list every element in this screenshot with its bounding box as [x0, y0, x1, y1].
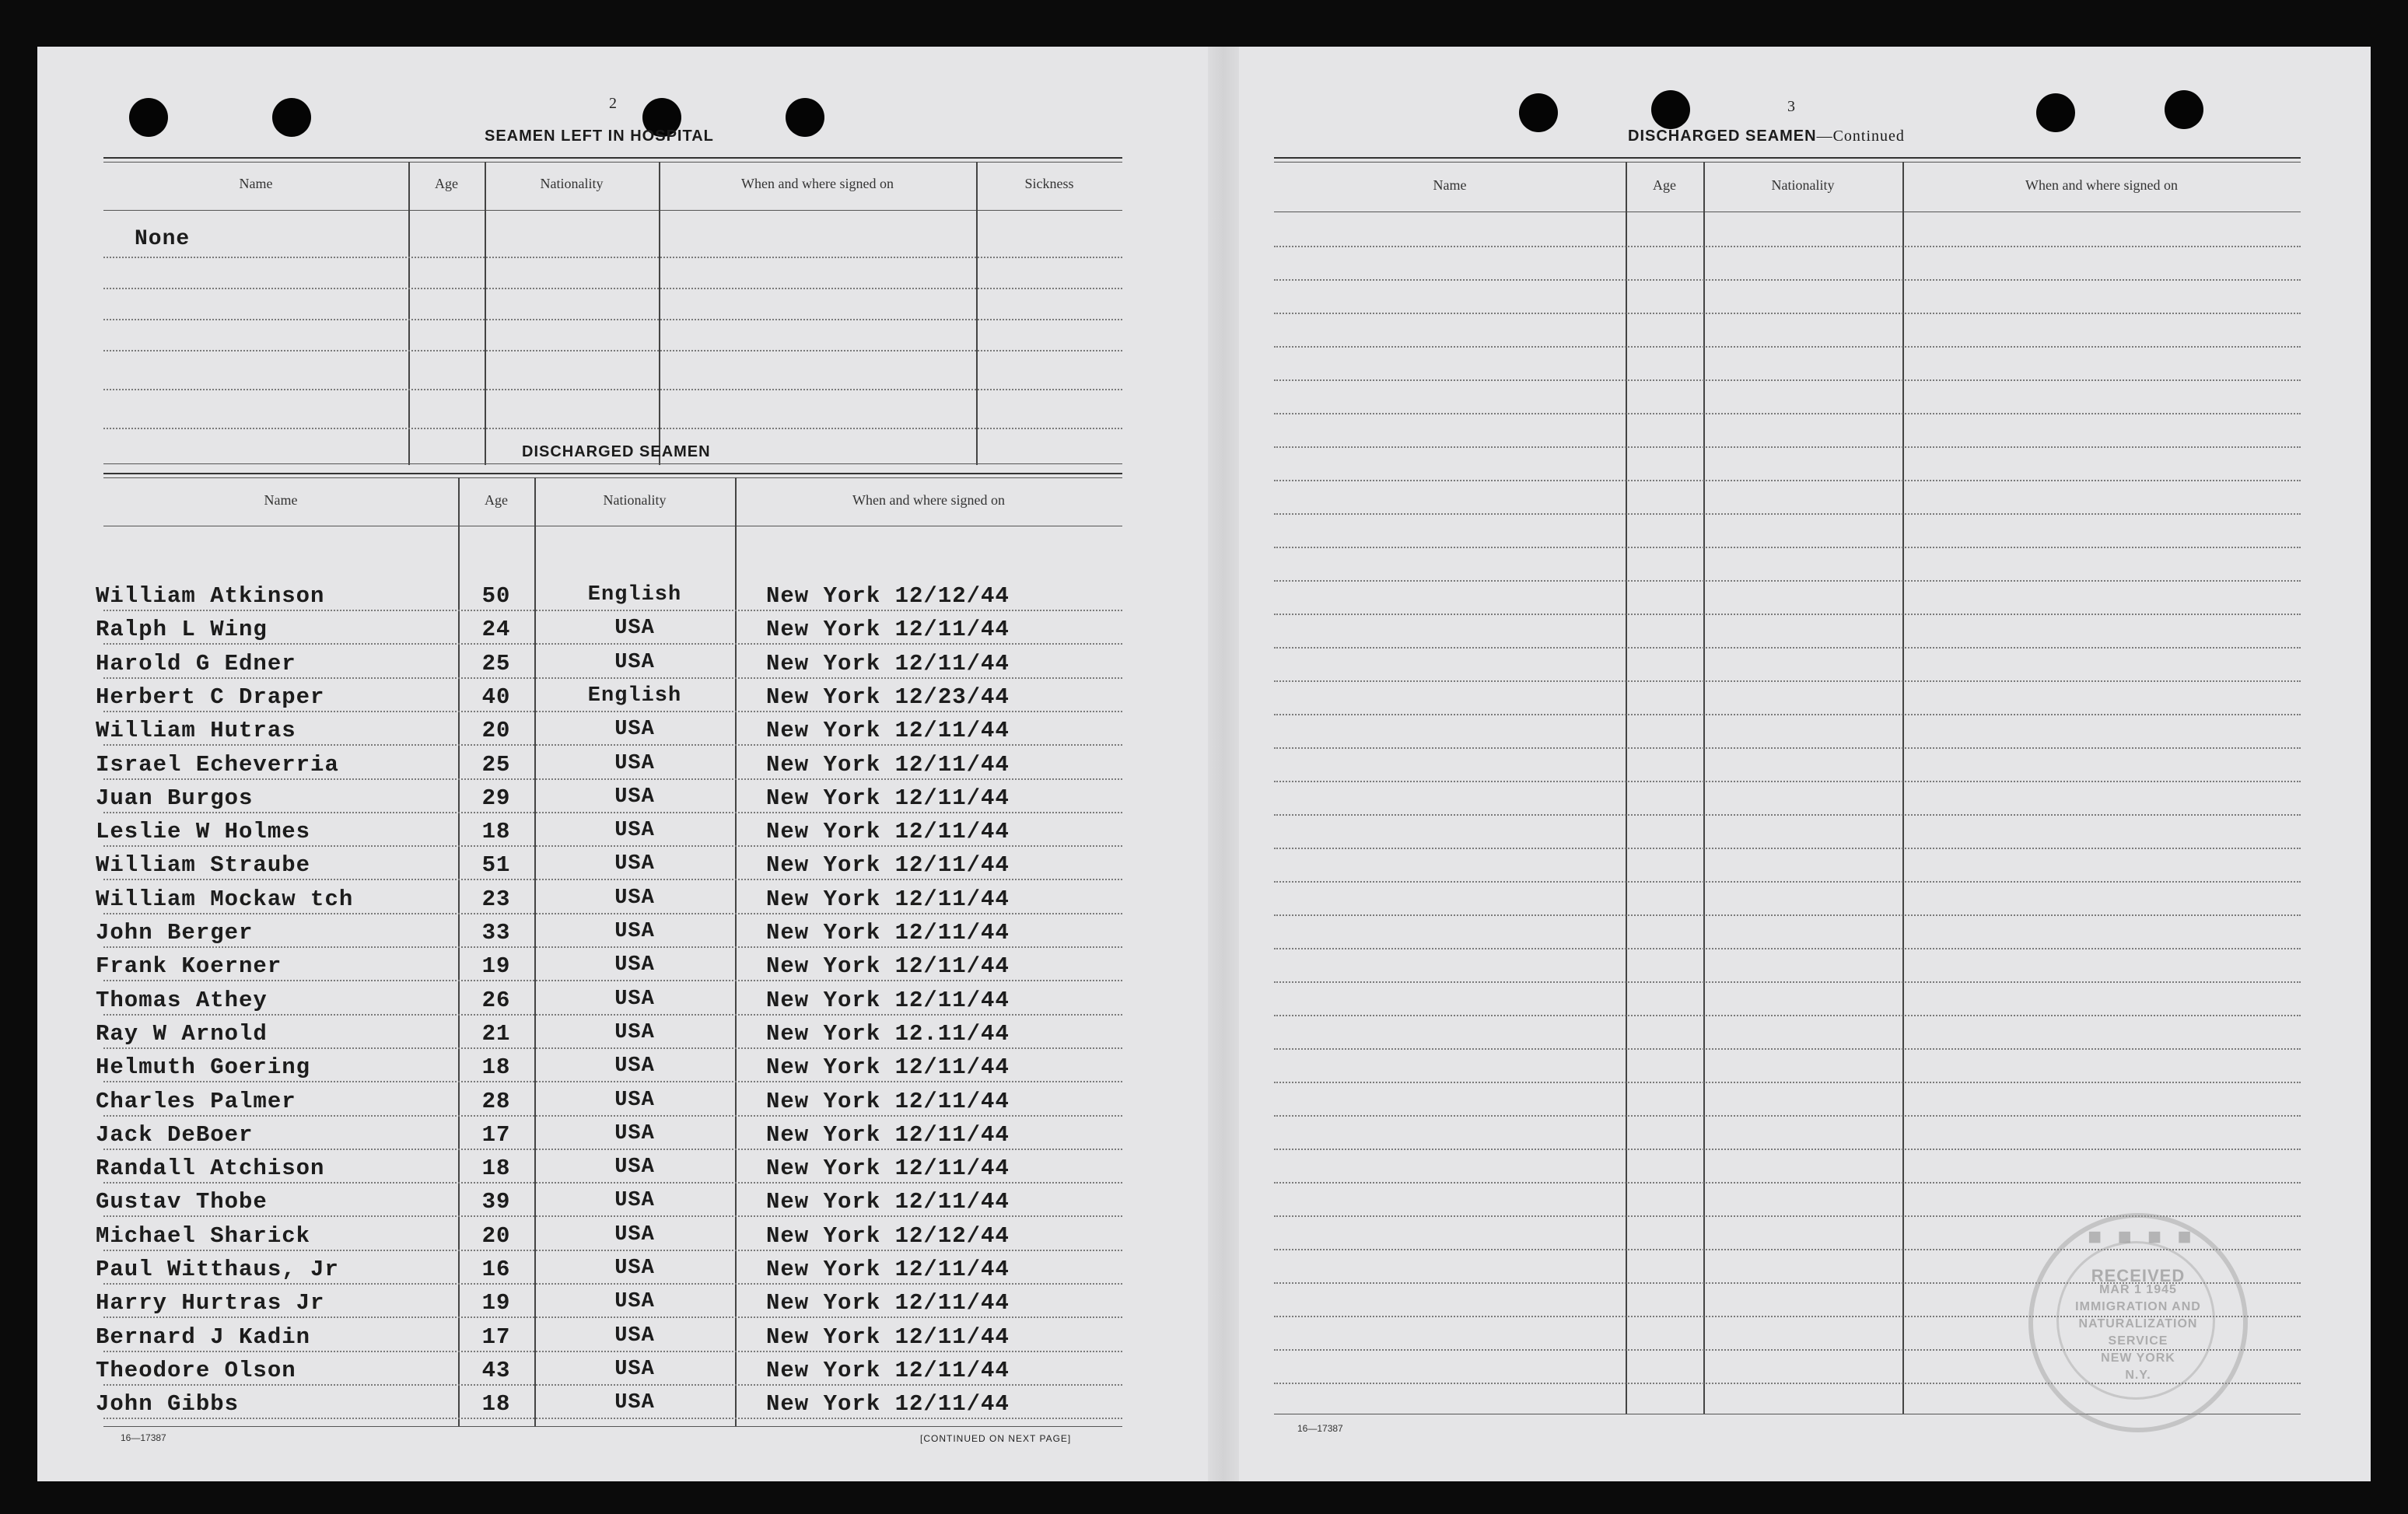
seaman-signed-on: New York 12/11/44 — [766, 1323, 1010, 1350]
seaman-age: 51 — [481, 852, 511, 879]
seaman-nationality: USA — [614, 751, 655, 775]
seaman-nationality: USA — [614, 852, 655, 876]
seaman-nationality: USA — [614, 617, 655, 641]
hospital-col-signed-on: When and where signed on — [741, 176, 894, 191]
seaman-name: Herbert C Draper — [96, 684, 325, 710]
seaman-signed-on: New York 12/11/44 — [766, 953, 1010, 980]
seaman-name: Randall Atchison — [96, 1156, 325, 1182]
seaman-signed-on: New York 12/11/44 — [766, 1257, 1010, 1282]
seaman-signed-on: New York 12/11/44 — [766, 1054, 1010, 1081]
seaman-age: 17 — [481, 1121, 511, 1148]
seaman-name: Charles Palmer — [96, 1088, 296, 1114]
hospital-section-title: SEAMEN LEFT IN HOSPITAL — [485, 128, 714, 145]
seaman-age: 19 — [481, 1290, 511, 1316]
seaman-age: 50 — [481, 583, 511, 609]
seaman-name: Michael Sharick — [96, 1222, 311, 1249]
seaman-nationality: USA — [614, 650, 655, 674]
seaman-signed-on: New York 12/11/44 — [766, 617, 1010, 643]
stamp-line: IMMIGRATION AND — [2075, 1300, 2201, 1313]
document-sheet — [37, 47, 2371, 1481]
discharged-col-name: Name — [264, 492, 298, 508]
seaman-age: 19 — [481, 953, 511, 980]
seaman-name: William Straube — [96, 852, 311, 879]
seaman-age: 17 — [481, 1323, 511, 1350]
seaman-nationality: USA — [614, 1222, 655, 1247]
continued-note: [CONTINUED ON NEXT PAGE] — [920, 1433, 1072, 1444]
stamp-ring-text: ■ ■ ■ ■ — [2088, 1224, 2196, 1250]
seaman-signed-on: New York 12/11/44 — [766, 852, 1010, 879]
seaman-nationality: USA — [614, 1121, 655, 1145]
page-gutter — [1208, 47, 1239, 1481]
seaman-nationality: USA — [614, 1391, 655, 1415]
discharged-col-signed-on: When and where signed on — [852, 492, 1005, 508]
seaman-age: 18 — [481, 1054, 511, 1081]
seaman-nationality: USA — [614, 1323, 655, 1348]
seaman-nationality: USA — [614, 1189, 655, 1213]
hospital-col-sickness: Sickness — [1024, 176, 1074, 191]
seaman-age: 28 — [481, 1088, 511, 1114]
seaman-nationality: USA — [614, 1088, 655, 1112]
discharged-col-age: Age — [485, 492, 508, 508]
seaman-name: Bernard J Kadin — [96, 1323, 311, 1350]
seaman-signed-on: New York 12/11/44 — [766, 1088, 1010, 1114]
seaman-nationality: USA — [614, 1257, 655, 1280]
seaman-age: 43 — [481, 1357, 511, 1383]
stamp-line: SERVICE — [2108, 1334, 2168, 1348]
continued-col-age: Age — [1653, 177, 1676, 193]
seaman-age: 40 — [481, 684, 511, 710]
seaman-age: 18 — [481, 1391, 511, 1418]
discharged-section-title: DISCHARGED SEAMEN — [522, 443, 711, 460]
seaman-age: 39 — [481, 1189, 511, 1215]
seaman-age: 20 — [481, 1222, 511, 1249]
continued-col-signed-on: When and where signed on — [2025, 177, 2178, 193]
seaman-name: Leslie W Holmes — [96, 819, 311, 845]
seaman-name: Ralph L Wing — [96, 617, 268, 643]
seaman-age: 24 — [481, 617, 511, 643]
stamp-line: NEW YORK — [2101, 1351, 2175, 1365]
continued-col-nationality: Nationality — [1771, 177, 1835, 193]
seaman-signed-on: New York 12/11/44 — [766, 751, 1010, 778]
left-page — [96, 47, 1161, 1481]
seaman-name: Thomas Athey — [96, 987, 268, 1013]
seaman-signed-on: New York 12/11/44 — [766, 987, 1010, 1013]
seaman-age: 21 — [481, 1020, 511, 1047]
seaman-signed-on: New York 12/11/44 — [766, 1121, 1010, 1148]
seaman-age: 29 — [481, 785, 511, 811]
seaman-signed-on: New York 12/12/44 — [766, 583, 1010, 609]
seaman-signed-on: New York 12/11/44 — [766, 920, 1010, 946]
continued-title-text: DISCHARGED SEAMEN — [1628, 128, 1817, 145]
seaman-name: John Berger — [96, 920, 254, 946]
seaman-name: Theodore Olson — [96, 1357, 296, 1383]
seaman-nationality: English — [587, 583, 682, 607]
seaman-nationality: USA — [614, 785, 655, 809]
seaman-signed-on: New York 12/11/44 — [766, 819, 1010, 845]
seaman-age: 33 — [481, 920, 511, 946]
seaman-signed-on: New York 12/11/44 — [766, 1156, 1010, 1182]
stamp-line: NATURALIZATION — [2078, 1317, 2198, 1330]
seaman-signed-on: New York 12/11/44 — [766, 1290, 1010, 1316]
seaman-age: 25 — [481, 751, 511, 778]
seaman-age: 25 — [481, 650, 511, 677]
seaman-nationality: USA — [614, 886, 655, 910]
page-number: 3 — [1787, 98, 1795, 115]
seaman-name: William Mockaw tch — [96, 886, 354, 912]
seaman-name: Helmuth Goering — [96, 1054, 311, 1081]
seaman-signed-on: New York 12/11/44 — [766, 1189, 1010, 1215]
discharged-col-nationality: Nationality — [603, 492, 667, 508]
seaman-nationality: USA — [614, 1020, 655, 1044]
seaman-name: Ray W Arnold — [96, 1020, 268, 1047]
seaman-signed-on: New York 12.11/44 — [766, 1020, 1010, 1047]
seaman-name: Juan Burgos — [96, 785, 254, 811]
seaman-name: Frank Koerner — [96, 953, 282, 980]
seaman-age: 18 — [481, 819, 511, 845]
stamp-line: MAR 1 1945 — [2099, 1283, 2177, 1296]
seaman-age: 16 — [481, 1257, 511, 1282]
seaman-signed-on: New York 12/11/44 — [766, 1391, 1010, 1418]
hospital-col-name: Name — [239, 176, 273, 191]
seaman-age: 18 — [481, 1156, 511, 1182]
seaman-nationality: USA — [614, 987, 655, 1011]
seaman-nationality: USA — [614, 1054, 655, 1079]
seaman-age: 26 — [481, 987, 511, 1013]
seaman-signed-on: New York 12/11/44 — [766, 1357, 1010, 1383]
seaman-nationality: USA — [614, 1290, 655, 1314]
seaman-signed-on: New York 12/12/44 — [766, 1222, 1010, 1249]
form-number: 16—17387 — [121, 1432, 166, 1443]
page-number: 2 — [609, 95, 617, 112]
seaman-signed-on: New York 12/11/44 — [766, 718, 1010, 744]
continued-section-title — [1628, 128, 1905, 145]
seaman-nationality: English — [587, 684, 682, 708]
received-stamp — [2028, 1213, 2248, 1432]
seaman-name: Gustav Thobe — [96, 1189, 268, 1215]
seaman-signed-on: New York 12/11/44 — [766, 785, 1010, 811]
seaman-name: Jack DeBoer — [96, 1121, 254, 1148]
seaman-nationality: USA — [614, 920, 655, 943]
hospital-entry-none: None — [135, 227, 191, 251]
seaman-name: William Atkinson — [96, 583, 325, 609]
seaman-name: Paul Witthaus, Jr — [96, 1257, 339, 1282]
seaman-signed-on: New York 12/11/44 — [766, 650, 1010, 677]
seaman-age: 23 — [481, 886, 511, 912]
seaman-nationality: USA — [614, 1357, 655, 1381]
seaman-signed-on: New York 12/11/44 — [766, 886, 1010, 912]
stamp-line: RECEIVED — [2091, 1266, 2186, 1285]
seaman-nationality: USA — [614, 953, 655, 977]
seaman-nationality: USA — [614, 1156, 655, 1180]
stamp-line: N.Y. — [2125, 1369, 2151, 1382]
seaman-name: Harry Hurtras Jr — [96, 1290, 325, 1316]
seaman-name: Israel Echeverria — [96, 751, 339, 778]
seaman-name: Harold G Edner — [96, 650, 296, 677]
continued-title-suffix: —Continued — [1816, 128, 1905, 145]
seaman-name: John Gibbs — [96, 1391, 240, 1418]
seaman-age: 20 — [481, 718, 511, 744]
form-number: 16—17387 — [1297, 1423, 1343, 1434]
hospital-col-nationality: Nationality — [540, 176, 604, 191]
hospital-col-age: Age — [435, 176, 458, 191]
seaman-signed-on: New York 12/23/44 — [766, 684, 1010, 710]
continued-col-name: Name — [1433, 177, 1467, 193]
seaman-name: William Hutras — [96, 718, 296, 744]
seaman-nationality: USA — [614, 819, 655, 843]
seaman-nationality: USA — [614, 718, 655, 742]
